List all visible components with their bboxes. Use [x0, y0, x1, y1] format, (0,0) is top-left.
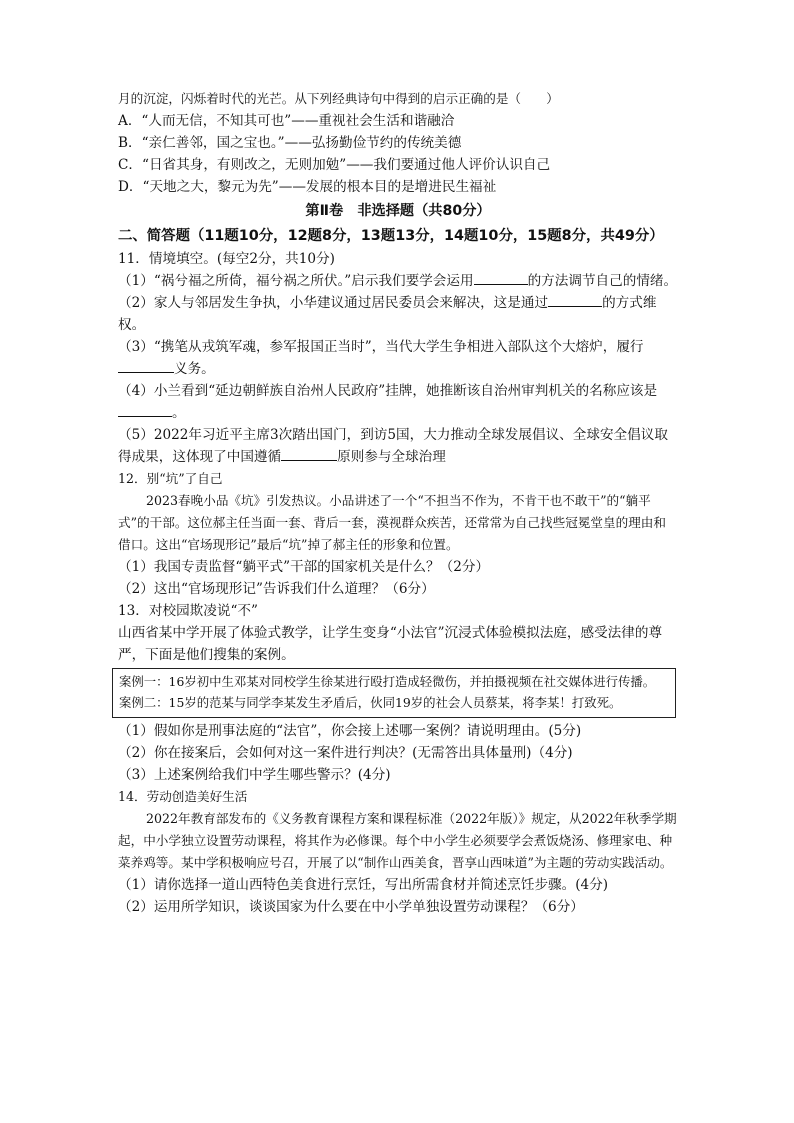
q11-blank-3[interactable]: [118, 358, 174, 373]
q11-item-5: [118, 424, 678, 468]
q11-item-5-before: （5）2022年习近平主席3次踏出国门，到访5国，大力推动全球发展倡议、全球安全倡议取得成果，这体现了中国遵循: [118, 427, 668, 465]
q11-blank-5[interactable]: [281, 446, 337, 461]
q11-item-2-before: （2）家人与邻居发生争执，小华建议通过居民委员会来解决，这是通过: [118, 295, 549, 311]
q11-item-5-after: 原则参与全球治理: [337, 449, 446, 465]
q10-option-a: A．“人而无信，不知其可也”——重视社会生活和谐融洽: [118, 113, 455, 129]
q10-option-b: B．“亲仁善邻，国之宝也。”——弘扬勤俭节约的传统美德: [118, 135, 462, 151]
q11-blank-4[interactable]: [118, 402, 172, 417]
q12-title: 12．别“坑”了自己: [118, 471, 223, 486]
q12-material: 2023春晚小品《坑》引发热议。小品讲述了一个“不担当不作为，不肯干也不敢干”的“躺平式”的干部。这位郝主任当面一套、背后一套，漠视群众疾苦，还常常为自己找些冠冕堂皇的理由和借口。这出“官场现形记”最后“坑”掉了郝主任的形象和位置。: [118, 493, 666, 552]
q14-question-2: （2）运用所学知识，谈谈国家为什么要在中小学单独设置劳动课程？（6分）: [118, 899, 584, 915]
q10-option-c: C．“日省其身，有则改之，无则加勉”——我们要通过他人评价认识自己: [118, 157, 551, 173]
q11-item-1-after: 的方法调节自己的情绪。: [527, 273, 678, 289]
q13-question-1: （1）假如你是刑事法庭的“法官”，你会接上述哪一案例？请说明理由。(5分): [118, 723, 582, 739]
q11-item-1: [118, 270, 678, 292]
q13-question-2: （2）你在接案后，会如何对这一案件进行判决？(无需答出具体量刑)（4分): [118, 745, 573, 761]
section2-heading: 二、简答题（11题10分，12题8分，13题13分，14题10分，15题8分，共49分）: [118, 228, 664, 244]
q13-case-box: [112, 668, 676, 718]
q11-item-2-after: 的方式维权。: [118, 295, 657, 333]
q13-intro: 山西省某中学开展了体验式教学，让学生变身“小法官”沉浸式体验模拟法庭，感受法律的尊严，下面是他们搜集的案例。: [118, 625, 663, 663]
exam-page: [118, 88, 678, 918]
q11-item-4-before: （4）小兰看到“延边朝鲜族自治州人民政府”挂牌，她推断该自治州审判机关的名称应该是: [118, 383, 658, 399]
q10-option-d: D．“天地之大，黎元为先”——发展的根本目的是增进民生福祉: [118, 179, 497, 195]
q11-item-2: [118, 292, 678, 336]
q11-item-3-after: 义务。: [174, 361, 215, 377]
q11-item-4: [118, 380, 678, 424]
q11-item-1-before: （1）“祸兮福之所倚，福兮祸之所伏。”启示我们要学会运用: [118, 273, 474, 289]
q11-item-3-before: （3）“携笔从戎筑军魂，参军报国正当时”，当代大学生争相进入部队这个大熔炉，履行: [118, 339, 644, 355]
q14-material: 2022年教育部发布的《义务教育课程方案和课程标准（2022年版）》规定，从2022年秋季学期起，中小学独立设置劳动课程，将其作为必修课。每个中小学生必须要学会煮饭烧汤、修理家电、种菜养鸡等。某中学积极响应号召，开展了以“制作山西美食，晋享山西味道”为主题的劳动实践活动。: [118, 811, 677, 870]
q11-item-4-after: 。: [172, 405, 186, 421]
q13-title: 13．对校园欺凌说“不”: [118, 603, 258, 619]
q11-blank-1[interactable]: [474, 270, 528, 285]
q11-item-3: [118, 336, 678, 380]
q10-stem-tail: 月的沉淀，闪烁着时代的光芒。从下列经典诗句中得到的启示正确的是（ ）: [118, 91, 559, 106]
q11-title: 11．情境填空。(每空2分，共10分): [118, 251, 335, 267]
q14-question-1: （1）请你选择一道山西特色美食进行烹饪，写出所需食材并简述烹饪步骤。(4分): [118, 877, 609, 893]
q12-question-1: （1）我国专责监督“躺平式”干部的国家机关是什么？（2分）: [118, 559, 490, 575]
q13-case-2: 案例二：15岁的范某与同学李某发生矛盾后，伙同19岁的社会人员蔡某，将李某！打致死。: [119, 695, 622, 710]
part2-title: 第Ⅱ卷 非选择题（共80分）: [305, 203, 491, 219]
q11-blank-2[interactable]: [548, 292, 602, 307]
q14-title: 14．劳动创造美好生活: [118, 789, 248, 804]
q12-question-2: （2）这出“官场现形记”告诉我们什么道理？（6分）: [118, 581, 435, 597]
q13-case-1: 案例一：16岁初中生邓某对同校学生徐某进行殴打造成轻微伤，并拍摄视频在社交媒体进行传播。: [119, 674, 656, 689]
q13-question-3: （3）上述案例给我们中学生哪些警示？(4分): [118, 767, 391, 783]
